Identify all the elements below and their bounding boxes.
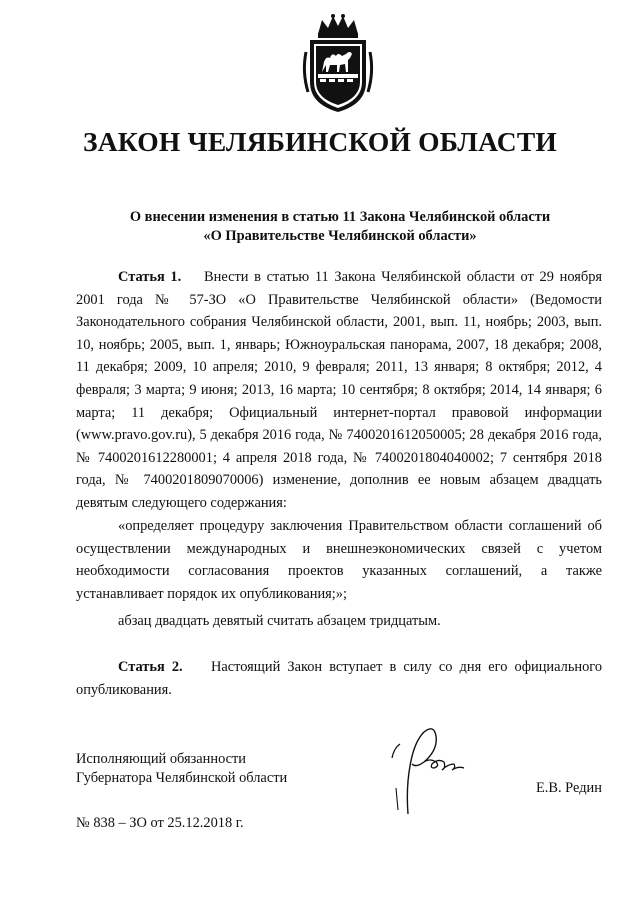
article-1-label: Статья 1. — [118, 269, 182, 285]
signer-position — [76, 750, 287, 788]
law-title: ЗАКОН ЧЕЛЯБИНСКОЙ ОБЛАСТИ — [83, 126, 557, 157]
article-1-quote-text: «определяет процедуру заключения Правительством области соглашений об осуществлении международных и внешнеэкономических связей с учетом необходимости согласования проектов указанных соглашений, а также устанавливает порядок их опубликования;»; — [76, 518, 602, 602]
article-2 — [76, 656, 602, 701]
handwritten-signature — [384, 718, 494, 822]
law-number-date: № 838 – ЗО от 25.12.2018 г. — [76, 815, 244, 831]
chelyabinsk-coat-of-arms-icon — [296, 12, 380, 114]
law-subject-line-2: «О Правительстве Челябинской области» — [203, 228, 477, 244]
article-2-text: Настоящий Закон вступает в силу со дня его официального опубликования. — [76, 659, 603, 698]
article-1-text: Внести в статью 11 Закона Челябинской области от 29 ноября 2001 года № 57-ЗО «О Правительстве Челябинской области» (Ведомости Законодательного собрания Челябинской области, 2001, вып. 11, ноябрь; 2003, вып. 10, ноябрь; 2005, вып. 1, январь; Южноуральская панорама, 2007, 18 декабря; 2008, 11 декабря; 2009, 10 апреля; 2010, 9 февраля; 2011, 13 января; 8 октября; 2012, 4 февраля; 3 марта; 9 июня; 2013, 16 марта; 10 сентября; 8 октября; 2014, 14 января; 6 марта; 11 декабря; Официальный интернет-портал правовой информации (www.pravo.gov.ru), 5 декабря 2016 года, № 7400201612050005; 28 декабря 2016 года, № 7400201612280001; 4 апреля 2018 года, № 7400201804040002; 7 сентября 2018 года, № 7400201809070006) изменение, дополнив ее новым абзацем двадцать девятым следующего содержания: — [76, 269, 603, 511]
signer-position-line-2: Губернатора Челябинской области — [76, 770, 288, 786]
law-subject — [40, 208, 640, 246]
article-1-quote — [76, 515, 602, 605]
signer-position-line-1: Исполняющий обязанности — [76, 751, 247, 767]
law-subject-line-1: О внесении изменения в статью 11 Закона Челябинской области — [129, 209, 551, 225]
article-1-renumber — [76, 610, 602, 633]
article-2-label: Статья 2. — [118, 659, 183, 675]
article-1 — [76, 266, 602, 515]
article-1-renumber-text: абзац двадцать девятый считать абзацем тридцатым. — [118, 613, 441, 629]
signer-name: Е.В. Редин — [536, 780, 602, 796]
